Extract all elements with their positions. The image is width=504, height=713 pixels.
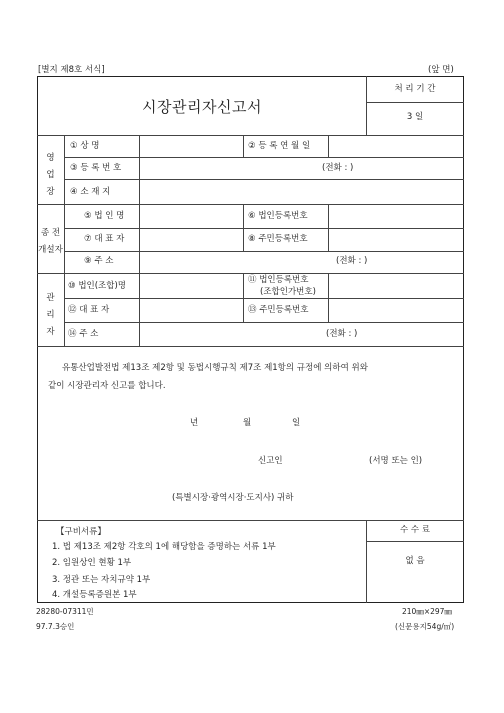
business-name-label: ① 상 명 <box>70 141 100 151</box>
date-year-label: 년 <box>190 418 199 428</box>
manager-resident-field[interactable] <box>329 299 462 321</box>
paper-type: (신문용지54g/㎡) <box>395 622 455 631</box>
form-number: [별지 제8호 서식] <box>38 65 105 75</box>
manager-address-label: ⑭ 주 소 <box>68 329 99 339</box>
opener-phone: (전화 : ) <box>336 256 368 266</box>
document-item-3: 3. 정관 또는 자치규약 1부 <box>52 575 151 585</box>
manager-address-field[interactable] <box>140 323 320 345</box>
business-name-field[interactable] <box>140 136 242 156</box>
location-label: ④ 소 재 지 <box>70 187 111 197</box>
statement-line-1: 유통산업발전법 제13조 제2항 및 동법시행규칙 제7조 제1항의 규정에 의하여 위와 <box>62 363 368 373</box>
opener-address-field[interactable] <box>140 252 330 272</box>
opener-resident-label: ⑧ 주민등록번호 <box>248 234 308 244</box>
registration-date-field[interactable] <box>329 136 462 156</box>
opener-corp-name-label: ⑤ 법 인 명 <box>84 211 125 221</box>
registration-number-field[interactable] <box>140 158 320 178</box>
manager-cooperative-permit-label: (조합인가번호) <box>260 287 316 297</box>
manager-corp-name-field[interactable] <box>140 274 242 297</box>
business-section-label: 영 업 장 <box>46 153 55 197</box>
date-day-label: 일 <box>292 418 301 428</box>
form-code: 28280-07311민 <box>36 607 94 616</box>
registration-number-label: ③ 등 록 번 호 <box>70 163 122 173</box>
opener-corp-name-field[interactable] <box>140 205 242 227</box>
opener-rep-field[interactable] <box>140 229 242 250</box>
manager-corp-name-label: ⑩ 법인(조합)명 <box>68 281 127 291</box>
business-phone: (전화 : ) <box>322 163 354 173</box>
manager-section-label: 관 리 자 <box>46 293 55 337</box>
document-item-1: 1. 법 제13조 제2항 각호의 1에 해당함을 증명하는 서류 1부 <box>52 542 276 552</box>
recipient-label: (특별시장·광역시장·도지사) 귀하 <box>172 493 294 503</box>
form-title: 시장관리자신고서 <box>142 98 262 116</box>
manager-phone: (전화 : ) <box>326 329 358 339</box>
paper-size: 210㎜×297㎜ <box>402 607 452 616</box>
front-side-label: (앞 면) <box>428 65 454 75</box>
signature-label: (서명 또는 인) <box>369 456 423 466</box>
location-field[interactable] <box>140 180 462 203</box>
opener-corp-reg-field[interactable] <box>329 205 462 227</box>
required-documents-title: 【구비서류】 <box>56 527 106 537</box>
manager-rep-field[interactable] <box>140 299 242 321</box>
opener-address-label: ⑨ 주 소 <box>84 256 114 266</box>
opener-section-label: 종 전 개설자 <box>38 228 63 255</box>
processing-period-label: 처 리 기 간 <box>394 84 436 94</box>
manager-corp-reg-field[interactable] <box>329 274 462 297</box>
fee-label: 수 수 료 <box>399 525 431 535</box>
manager-resident-label: ⑬ 주민등록번호 <box>248 305 309 315</box>
reporter-label: 신고인 <box>258 456 283 466</box>
fee-value: 없 음 <box>405 556 425 566</box>
manager-rep-label: ⑫ 대 표 자 <box>68 305 110 315</box>
document-item-2: 2. 임원상인 현황 1부 <box>52 558 132 568</box>
document-item-4: 4. 개설등록증원본 1부 <box>52 590 137 600</box>
opener-resident-field[interactable] <box>329 229 462 250</box>
opener-corp-reg-label: ⑥ 법인등록번호 <box>248 211 308 221</box>
manager-corp-reg-label: ⑪ 법인등록번호 <box>248 275 309 285</box>
date-month-label: 월 <box>243 418 252 428</box>
processing-period-value: 3 일 <box>406 112 424 122</box>
approval-date: 97.7.3승인 <box>36 622 75 631</box>
registration-date-label: ② 등 록 연 월 일 <box>248 141 311 151</box>
opener-rep-label: ⑦ 대 표 자 <box>84 234 125 244</box>
statement-line-2: 같이 시장관리자 신고를 합니다. <box>48 381 166 391</box>
